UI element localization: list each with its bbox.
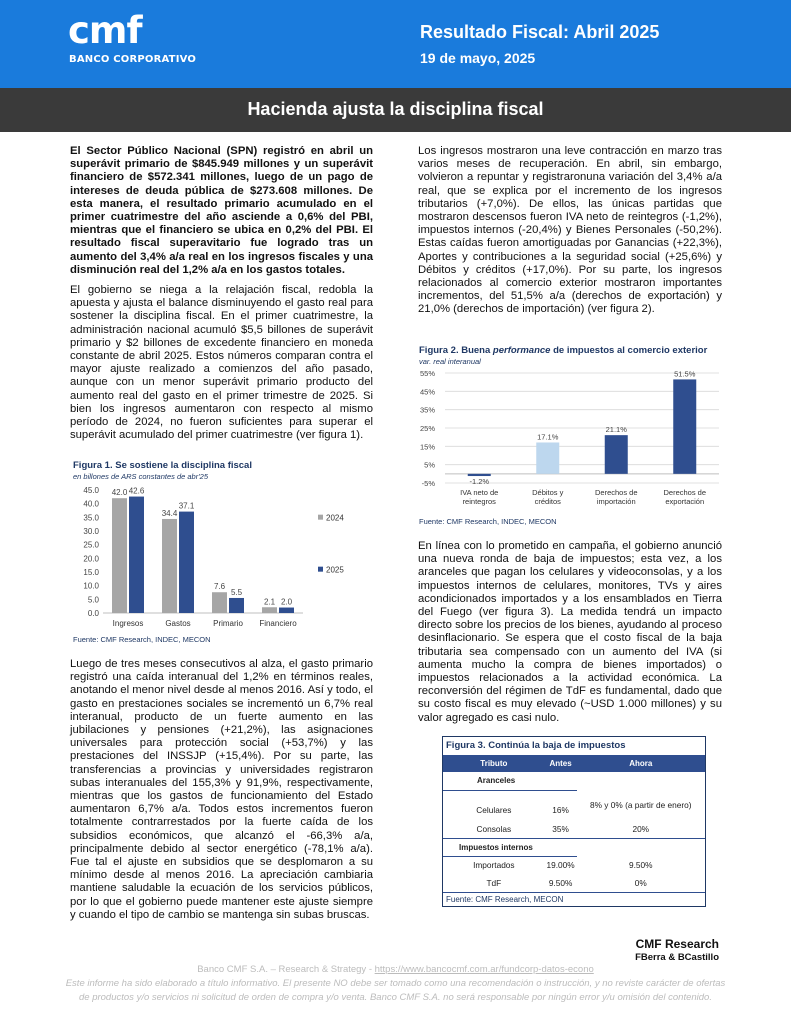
x-tick-label: Ingresos	[112, 619, 144, 628]
figure-1-source: Fuente: CMF Research, INDEC, MECON	[73, 635, 211, 644]
disclaimer-prefix: Banco CMF S.A. – Research & Strategy -	[197, 964, 375, 975]
data-label: 42.6	[128, 486, 145, 496]
legend-label-2025: 2025	[326, 565, 344, 575]
cell-ahora: 0%	[577, 874, 705, 892]
data-label: 2.1	[263, 597, 276, 607]
figure-2-subtitle: var. real interanual	[419, 357, 481, 366]
y-tick-label: 25%	[419, 424, 435, 433]
y-tick-label: 15.0	[83, 568, 99, 577]
tax-table	[443, 755, 705, 893]
figure-2-chart	[419, 367, 722, 517]
cell-ahora: 20%	[577, 820, 705, 838]
x-tick-label: Gastos	[165, 619, 191, 628]
bar-2025	[279, 608, 294, 613]
y-tick-label: 5.0	[87, 595, 99, 605]
x-tick-label: Financiero	[259, 619, 297, 628]
paragraph-4: Los ingresos mostraron una leve contracción en marzo tras varios meses de recuperación. En abril, sin embargo, volvieron a repuntar y registraronuna variación del 3,4% a/a real, que se explica por el incremento de los ingresos tributarios (+7,0%). De ellos, las únicas partidas que mostraron descensos fueron IVA neto de reintegros (-1,2%), impuestos internos (-20,4%) y Bienes Personales (-50,2%). Estas caídas fueron amortiguadas por Ganancias (+22,3%), Aportes y contribuciones a la seguridad social (+25,6%) y Débitos y créditos (+17,0%). Por su parte, los ingresos relacionados al comercio exterior mostraron importantes incrementos, del 51,5% a/a (derechos de exportación) y 21,0% (derechos de importación) (ver figura 2).	[418, 145, 722, 316]
legend-swatch-2025	[318, 567, 323, 572]
x-tick-label: reintegros	[462, 497, 496, 506]
cell-tributo: Importados	[473, 860, 515, 871]
bar	[605, 435, 628, 474]
table-row	[443, 874, 705, 892]
x-tick-label: Primario	[213, 619, 243, 628]
data-label: 51.5%	[674, 369, 696, 379]
x-tick-label: IVA neto de	[460, 488, 499, 497]
bar	[673, 379, 696, 473]
figure-1-subtitle: en billones de ARS constantes de abr'25	[73, 472, 208, 481]
cell-antes: 35%	[545, 820, 577, 838]
bar-2024	[162, 519, 177, 613]
signature-team: CMF Research	[635, 937, 719, 951]
section-aranceles: Aranceles	[443, 772, 545, 790]
y-tick-label: 55%	[419, 369, 435, 378]
legend-label-2024: 2024	[326, 513, 344, 523]
paragraph-3: Luego de tres meses consecutivos al alza, el gasto primario registró una caída interanual del 1,2% en términos reales, anotando el menor nivel desde al menos 2016. Así y todo, el gasto en prestaciones sociales se incrementó un 6,7% real interanual, producto de un fuerte aumento en las jubilaciones y pensiones (+21,2%), las asignaciones universales para protección social (+53,7%) y las prestaciones del INSSJP (+15,4%). Por su parte, las transferencias a provincias y universidades registraron subas interanuales del 155,3% y 91,9%, respectivamente, mientras que los gastos de funcionamiento del Estado aumentaron 6,7% a/a. Todos estos incrementos fueron totalmente contrarrestados por la fuerte caída de los subsidios económicos, que alcanzó el -66,3% a/a, principalmente debido al sector energético (-78,1% a/a). Fue tal el ajuste en subsidios que se desplomaron a su mínimo desde al menos 2016. La apreciación cambiaria mantiene saludable la ecuación de los servicios públicos, por lo que el gobierno puede mantener este ajuste siempre y cuando el tipo de cambio se mantenga sin subas bruscas.	[70, 658, 373, 921]
y-tick-label: 45%	[419, 387, 435, 397]
bar-2025	[179, 512, 194, 613]
table-section-row	[443, 838, 705, 856]
right-column-top	[418, 145, 722, 324]
table-row	[443, 820, 705, 838]
cell-tributo: Consolas	[443, 820, 545, 838]
bar-2024	[212, 592, 227, 613]
bar-2025	[229, 598, 244, 613]
logo-subtitle: BANCO CORPORATIVO	[69, 54, 197, 65]
y-tick-label: 20.0	[83, 554, 99, 564]
y-tick-label: 5%	[424, 460, 435, 470]
cell-ahora: 8% y 0% (a partir de enero)	[590, 800, 692, 810]
x-tick-label: importación	[596, 497, 636, 506]
cell-antes: 9.50%	[545, 874, 577, 892]
y-tick-label: 35.0	[83, 513, 99, 523]
y-tick-label: 35%	[419, 405, 435, 415]
data-label: -1.2%	[469, 477, 490, 487]
y-tick-label: 40.0	[83, 499, 99, 509]
figure-1-title: Figura 1. Se sostiene la disciplina fiscal	[73, 460, 252, 471]
legend-swatch-2024	[318, 515, 323, 520]
y-tick-label: 45.0	[83, 486, 99, 495]
data-label: 37.1	[178, 501, 195, 511]
signature-authors: FBerra & BCastillo	[635, 952, 719, 963]
table-row	[443, 856, 705, 874]
x-tick-label: Derechos de	[594, 488, 638, 497]
y-tick-label: 30.0	[83, 527, 99, 536]
figure-1	[73, 460, 373, 648]
y-tick-label: 25.0	[83, 540, 99, 550]
disclaimer-link[interactable]: https://www.bancocmf.com.ar/fundcorp-datos-econo	[374, 964, 594, 975]
report-title: Resultado Fiscal: Abril 2025	[420, 22, 660, 42]
data-label: 7.6	[213, 582, 226, 592]
y-tick-label: 10.0	[83, 581, 99, 591]
figure-2-source: Fuente: CMF Research, INDEC, MECON	[419, 517, 557, 526]
col-header-antes: Antes	[545, 755, 577, 772]
x-tick-label: Derechos de	[663, 488, 707, 497]
bar-2024	[262, 607, 277, 613]
col-header-tributo: Tributo	[443, 755, 545, 772]
figure-2	[419, 345, 722, 530]
figure-3	[442, 736, 706, 907]
y-tick-label: 15%	[419, 442, 435, 452]
y-tick-label: -5%	[421, 479, 435, 488]
table-row	[443, 790, 705, 820]
bar	[536, 442, 559, 473]
cell-ahora: 9.50%	[628, 860, 653, 870]
section-impuestos-internos: Impuestos internos	[443, 838, 545, 856]
figure-2-title: Figura 2. Buena performance de impuestos al comercio exterior	[419, 345, 708, 356]
paragraph-5: En línea con lo prometido en campaña, el gobierno anunció una nueva ronda de baja de impuestos; esta vez, a los aranceles que pagan los celulares y videoconsolas, y a los impuestos internos de celulares, monitores, TVs y aires acondicionados importados y a los ensamblados en Tierra del Fuego (ver figura 3). La medida tendrá un impacto directo sobre los precios de los bienes, ayudando al proceso desinflacionario. Se espera que el costo fiscal de la baja tributaria sea compensado con un aumento del IVA (si aumenta mucho la compra de bienes importados) o impuestos relacionados a la actividad económica. La reconversión del régimen de TdF es fundamental, dado que su costo fiscal es muy elevado (~USD 1.000 millones) y su valor agregado es casi nulo.	[418, 540, 722, 724]
x-tick-label: Débitos y	[532, 488, 564, 497]
col-header-ahora: Ahora	[577, 755, 705, 772]
headline: Hacienda ajusta la disciplina fiscal	[247, 99, 544, 119]
bar-2024	[112, 498, 127, 613]
data-label: 17.1%	[537, 432, 559, 442]
cell-antes: 16%	[552, 805, 569, 816]
paragraph-2: El gobierno se niega a la relajación fiscal, redobla la apuesta y ajusta el balance disminuyendo el gasto real para sostener la disciplina fiscal. En el primer cuatrimestre, la administración nacional acumuló $5,5 billones de superávit primario y $2 billones de excedente financiero en moneda constante de abril 2025. Estos números comparan contra el mayor ajuste realizado a comienzos del año pasado, aunque con un menor superávit primario producto del aumento real del gasto en el primer trimestre de 2025. Si bien los ingresos aumentaron con respecto al mismo período de 2024, no fueron suficientes para superar el superávit acumulado del primer cuatrimestre (ver figura 1).	[70, 284, 373, 442]
right-column-bottom	[418, 540, 722, 732]
data-label: 2.0	[280, 597, 293, 607]
figure-3-title: Figura 3. Continúa la baja de impuestos	[446, 740, 626, 751]
table-section-row	[443, 772, 705, 790]
logo: cmf	[68, 9, 142, 52]
bar-2025	[129, 497, 144, 613]
cell-antes: 19.00%	[546, 860, 575, 871]
left-column-bottom	[70, 658, 373, 929]
data-label: 34.4	[161, 508, 178, 518]
disclaimer-line	[60, 963, 731, 977]
cell-tributo: Celulares	[476, 805, 512, 816]
lead-paragraph: El Sector Público Nacional (SPN) registró en abril un superávit primario de $845.949 millones y un superávit financiero de $572.341 millones, luego de un pago de intereses de deuda pública de $273.608 millones. De esta manera, el resultado primario acumulado en el primer cuatrimestre del año asciende a 0,6% del PBI, mientras que el financiero se ubica en 0,2% del PBI. El resultado fiscal superavitario fue logrado tras un aumento del 3,4% a/a real en los ingresos fiscales y una disminución real del 1,2% a/a en los gastos totales.	[70, 145, 373, 276]
data-label: 5.5	[230, 587, 243, 597]
x-tick-label: créditos	[534, 497, 561, 506]
report-date: 19 de mayo, 2025	[420, 50, 536, 66]
x-tick-label: exportación	[665, 497, 705, 506]
figure-1-chart	[73, 485, 373, 635]
table-header-row	[443, 755, 705, 772]
data-label: 42.0	[111, 488, 128, 498]
disclaimer-text: Este informe ha sido elaborado a título informativo. El presente NO debe ser tomado como una recomendación o instrucción, y no reviste carácter de ofertas de productos y/o servicios ni solicitud de orden de compra y/o venta. Banco CMF S.A. no será responsable por ningún error y/u omisión del contenido.	[65, 978, 726, 1003]
y-tick-label: 0.0	[87, 609, 99, 618]
left-column-top	[70, 145, 373, 449]
bar	[468, 474, 491, 476]
cell-tributo: TdF	[443, 874, 545, 892]
data-label: 21.1%	[605, 425, 627, 435]
figure-3-source: Fuente: CMF Research, MECON	[446, 894, 564, 904]
